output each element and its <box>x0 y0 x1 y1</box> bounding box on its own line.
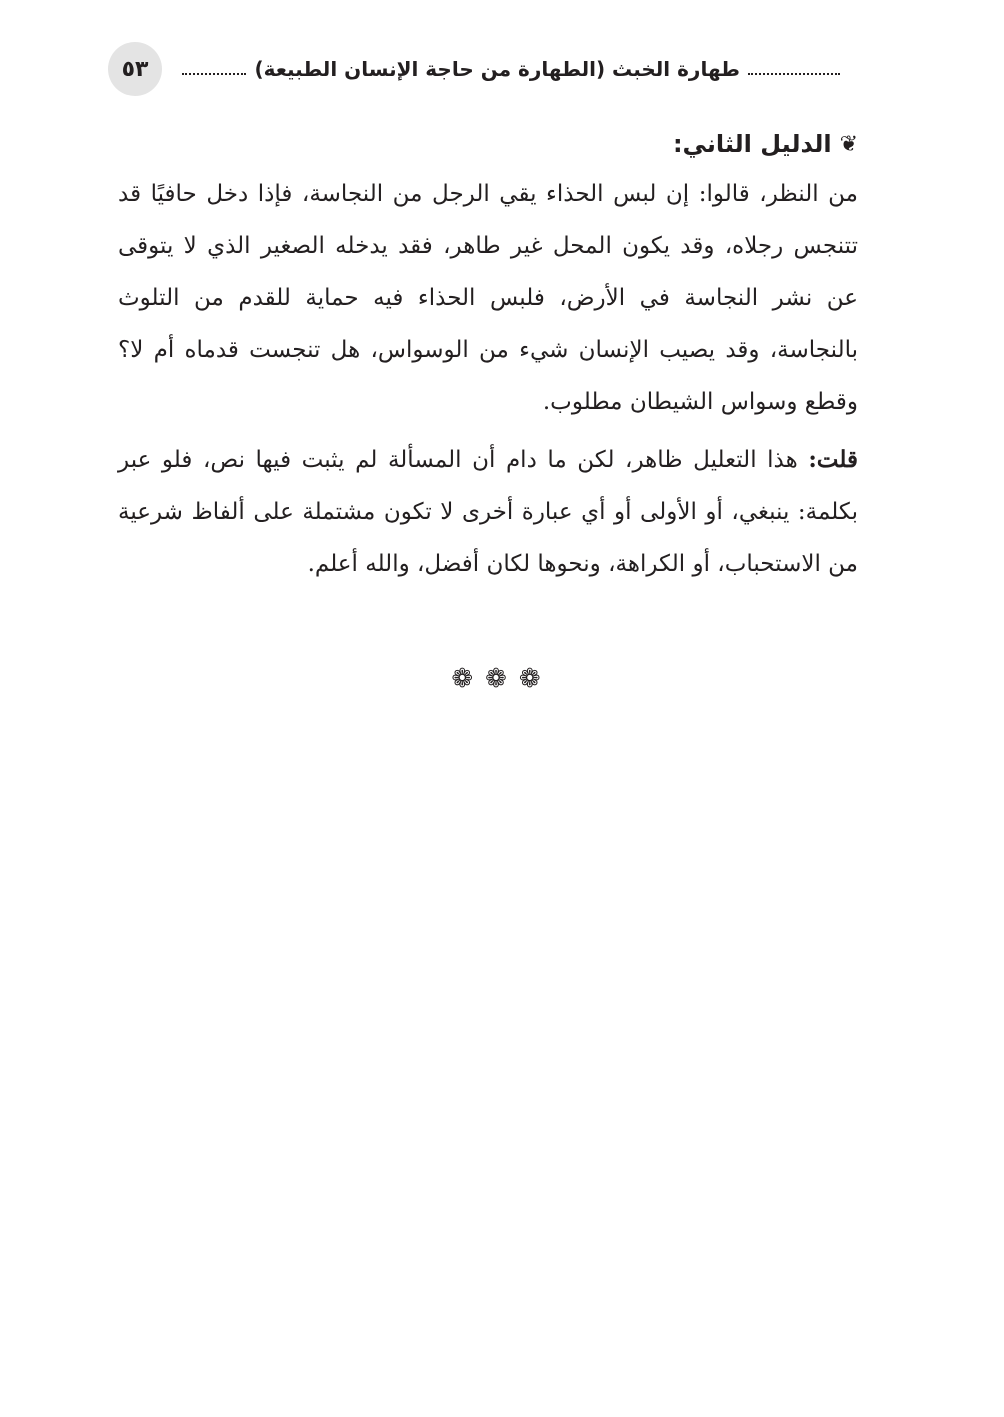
leader-dots-left <box>182 73 246 75</box>
section-heading-text: الدليل الثاني: <box>672 130 832 158</box>
comment-body: هذا التعليل ظاهر، لكن ما دام أن المسألة لم يثبت فيها نص، فلو عبر بكلمة: ينبغي، أو الأولى أو أي عبارة أخرى لا تكون مشتملة على ألفاظ شرعية من الاستحباب، أو الكراهة، ونحوها لكان أفضل، والله أعلم. <box>118 447 858 577</box>
page-number: ٥٣ <box>121 56 149 82</box>
flower-separator-icon: ❁❁❁ <box>451 664 553 694</box>
paragraph-evidence: من النظر، قالوا: إن لبس الحذاء يقي الرجل من النجاسة، فإذا دخل حافيًا قد تتنجس رجلاه، وقد يكون المحل غير طاهر، فقد يدخله الصغير الذي لا يتوقى عن نشر النجاسة في الأرض، فلبس الحذاء فيه حماية للقدم من التلوث بالنجاسة، وقد يصيب الإنسان شيء من الوسواس، هل تنجست قدماه أم لا؟ وقطع وسواس الشيطان مطلوب. <box>118 181 858 415</box>
running-head <box>174 54 848 84</box>
section-heading <box>118 120 858 168</box>
comment-lead: قلت: <box>808 446 858 473</box>
leaf-ornament-icon: ❦ <box>839 131 858 157</box>
running-title: طهارة الخبث (الطهارة من حاجة الإنسان الطبيعة) <box>254 57 740 81</box>
paragraph-comment <box>118 434 858 590</box>
page-header <box>108 42 848 96</box>
page-number-badge <box>108 42 162 96</box>
leader-dots-right <box>748 73 840 75</box>
page-body <box>118 120 858 590</box>
